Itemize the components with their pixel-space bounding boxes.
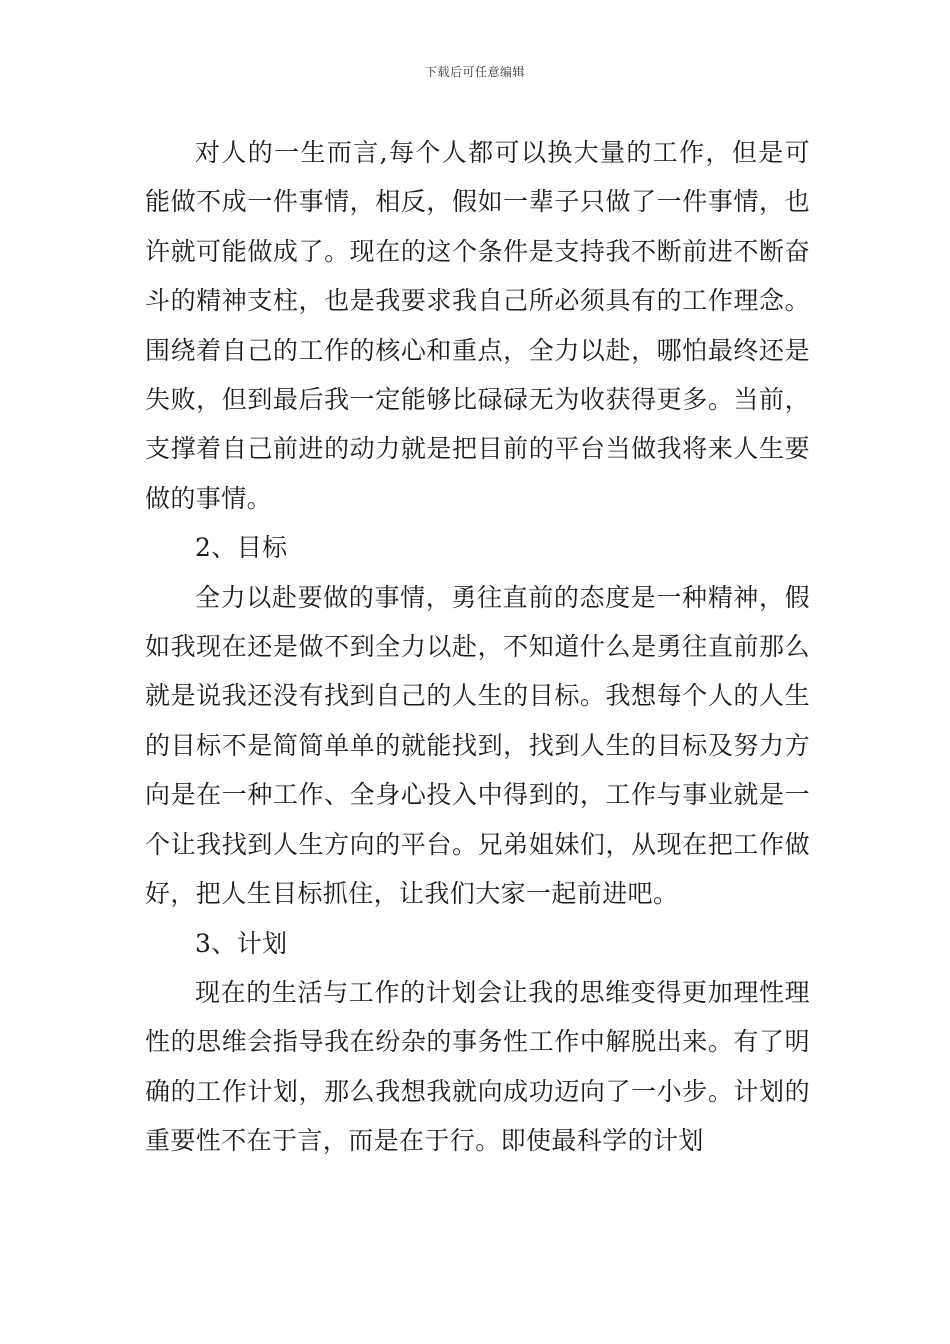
section-heading-plan: 3、计划 [195,928,288,958]
page-header-note: 下载后可任意编辑 [424,65,525,79]
paragraph-goal: 全力以赴要做的事情，勇往直前的态度是一种精神，假如我现在还是做不到全力以赴，不知道什么是勇往直前那么就是说我还没有找到自己的人生的目标。我想每个人的人生的目标不是简简单单的就能找到，找到人生的目标及努力方向是在一种工作、全身心投入中得到的，工作与事业就是一个让我找到人生方向的平台。兄弟姐妹们，从现在把工作做好，把人生目标抓住，让我们大家一起前进吧。 [145,582,810,909]
document-body [145,128,810,1166]
paragraph-plan: 现在的生活与工作的计划会让我的思维变得更加理性理性的思维会指导我在纷杂的事务性工作中解脱出来。有了明确的工作计划，那么我想我就向成功迈向了一小步。计划的重要性不在于言，而是在于行。即使最科学的计划 [145,977,810,1156]
paragraph-intro: 对人的一生而言,每个人都可以换大量的工作，但是可能做不成一件事情，相反，假如一辈子只做了一件事情，也许就可能做成了。现在的这个条件是支持我不断前进不断奋斗的精神支柱，也是我要求我自己所必须具有的工作理念。围绕着自己的工作的核心和重点，全力以赴，哪怕最终还是失败，但到最后我一定能够比碌碌无为收获得更多。当前，支撑着自己前进的动力就是把目前的平台当做我将来人生要做的事情。 [145,138,810,513]
section-heading-goal: 2、目标 [195,533,288,563]
